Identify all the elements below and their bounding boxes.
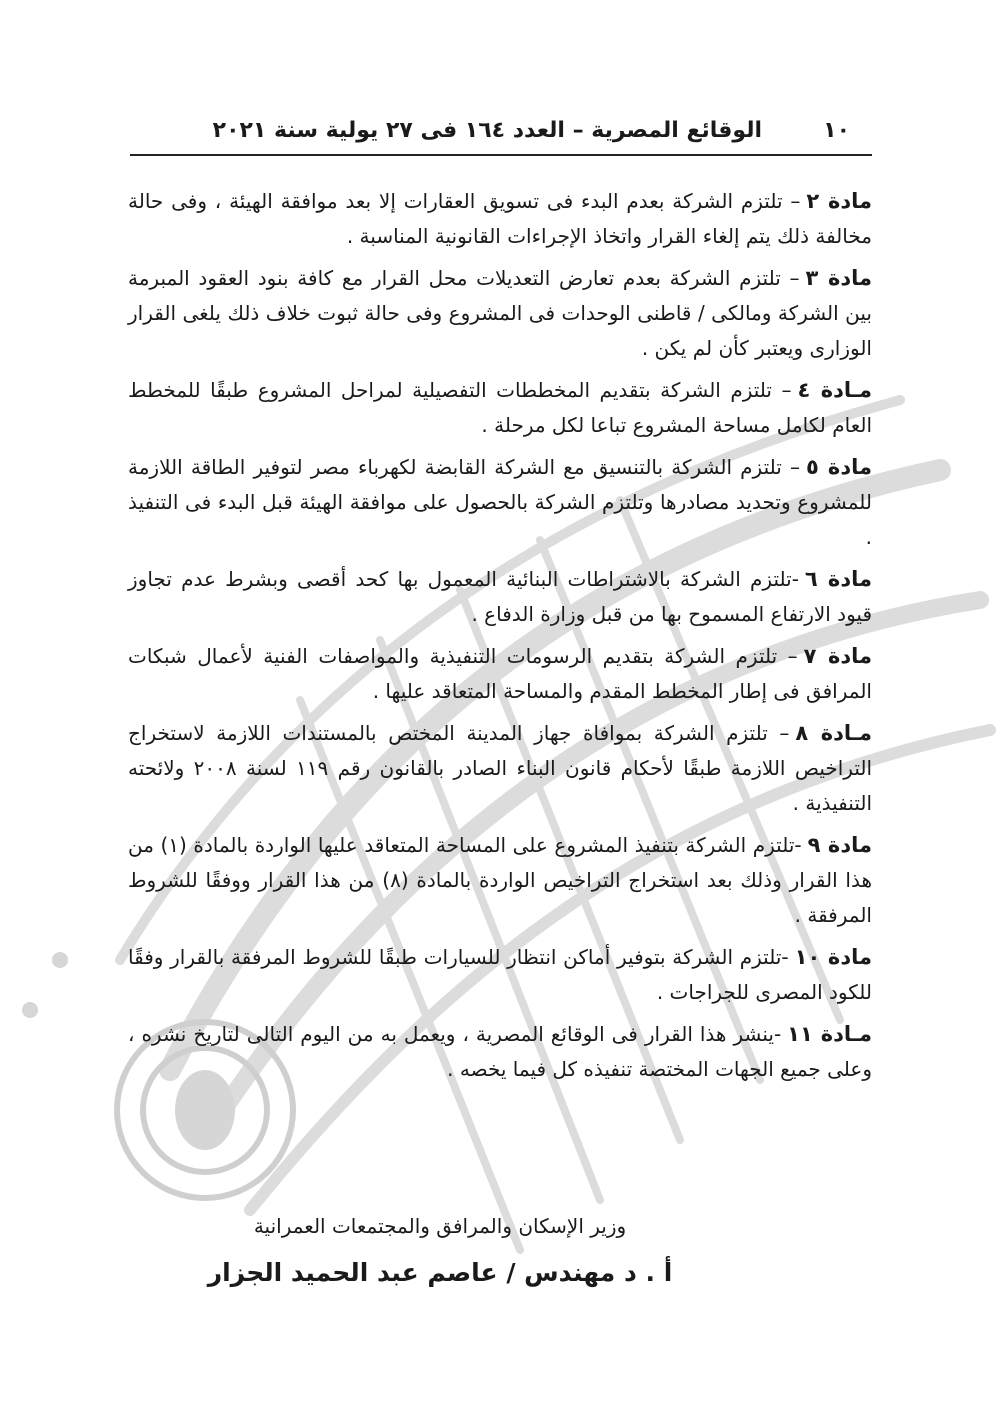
publication-title: الوقائع المصرية – العدد ١٦٤ فى ٢٧ يولية سنة ٢٠٢١ (212, 118, 762, 143)
article-label: مادة ٧ (803, 644, 873, 668)
article-11 (128, 1017, 872, 1087)
article-text: – تلتزم الشركة بعدم تعارض التعديلات محل القرار مع كافة بنود العقود المبرمة بين الشركة ومالكى / قاطنى الوحدات فى المشروع وفى حالة ثبوت خلاف ذلك يلغى القرار الوزارى ويعتبر كأن لم يكن . (128, 266, 872, 360)
article-text: – تلتزم الشركة بالتنسيق مع الشركة القابضة لكهرباء مصر لتوفير الطاقة اللازمة للمشروع وتحديد مصادرها وتلتزم الشركة بالحصول على موافقة الهيئة قبل البدء فى التنفيذ . (128, 455, 872, 549)
article-text: -تلتزم الشركة بتوفير أماكن انتظار للسيارات طبقًا للشروط المرفقة بالقرار وفقًا للكود المصرى للجراجات . (128, 945, 872, 1004)
article-label: مادة ٥ (805, 455, 872, 479)
article-text: – تلتزم الشركة بعدم البدء فى تسويق العقارات إلا بعد موافقة الهيئة ، وفى حالة مخالفة ذلك يتم إلغاء القرار واتخاذ الإجراءات القانونية المناسبة . (128, 189, 872, 248)
article-text: -ينشر هذا القرار فى الوقائع المصرية ، ويعمل به من اليوم التالى لتاريخ نشره ، وعلى جميع الجهات المختصة تنفيذه كل فيما يخصه . (128, 1022, 872, 1081)
signatory-name: أ . د مهندس / عاصم عبد الحميد الجزار (207, 1258, 673, 1287)
article-6 (128, 562, 872, 632)
article-5 (128, 450, 872, 555)
article-text: -تلتزم الشركة بتنفيذ المشروع على المساحة المتعاقد عليها الواردة بالمادة (١) من هذا القرار وذلك بعد استخراج التراخيص الواردة بالمادة (٨) من هذا القرار ووفقًا للشروط المرفقة . (128, 833, 872, 927)
decree-body (128, 184, 872, 1094)
article-label: مـادة ٨ (795, 721, 872, 745)
article-2 (128, 184, 872, 254)
article-9 (128, 828, 872, 933)
page-number: ١٠ (823, 118, 850, 143)
article-8 (128, 716, 872, 821)
article-label: مـادة ١١ (787, 1022, 873, 1046)
signatory-title: وزير الإسكان والمرافق والمجتمعات العمرانية (253, 1214, 627, 1238)
article-label: مادة ٩ (807, 833, 872, 857)
article-7 (128, 639, 872, 709)
article-text: – تلتزم الشركة بموافاة جهاز المدينة المختص بالمستندات اللازمة لاستخراج التراخيص اللازمة طبقًا لأحكام قانون البناء الصادر بالقانون رقم ١١٩ لسنة ٢٠٠٨ ولائحته التنفيذية . (128, 721, 872, 815)
article-label: مادة ٣ (805, 266, 873, 290)
article-text: – تلتزم الشركة بتقديم الرسومات التنفيذية والمواصفات الفنية لأعمال شبكات المرافق فى إطار المخطط المقدم والمساحة المتعاقد عليها . (128, 644, 872, 703)
article-10 (128, 940, 872, 1010)
article-label: مادة ٦ (804, 567, 872, 591)
article-label: مادة ٢ (806, 189, 873, 213)
article-text: – تلتزم الشركة بتقديم المخططات التفصيلية لمراحل المشروع طبقًا للمخطط العام لكامل مساحة المشروع تباعا لكل مرحلة . (128, 378, 872, 437)
article-3 (128, 261, 872, 366)
article-label: مادة ١٠ (794, 945, 872, 969)
article-text: -تلتزم الشركة بالاشتراطات البنائية المعمول بها كحد أقصى وبشرط عدم تجاوز قيود الارتفاع المسموح بها من قبل وزارة الدفاع . (128, 567, 872, 626)
article-label: مـادة ٤ (797, 378, 872, 402)
article-4 (128, 373, 872, 443)
page-header (130, 108, 872, 156)
